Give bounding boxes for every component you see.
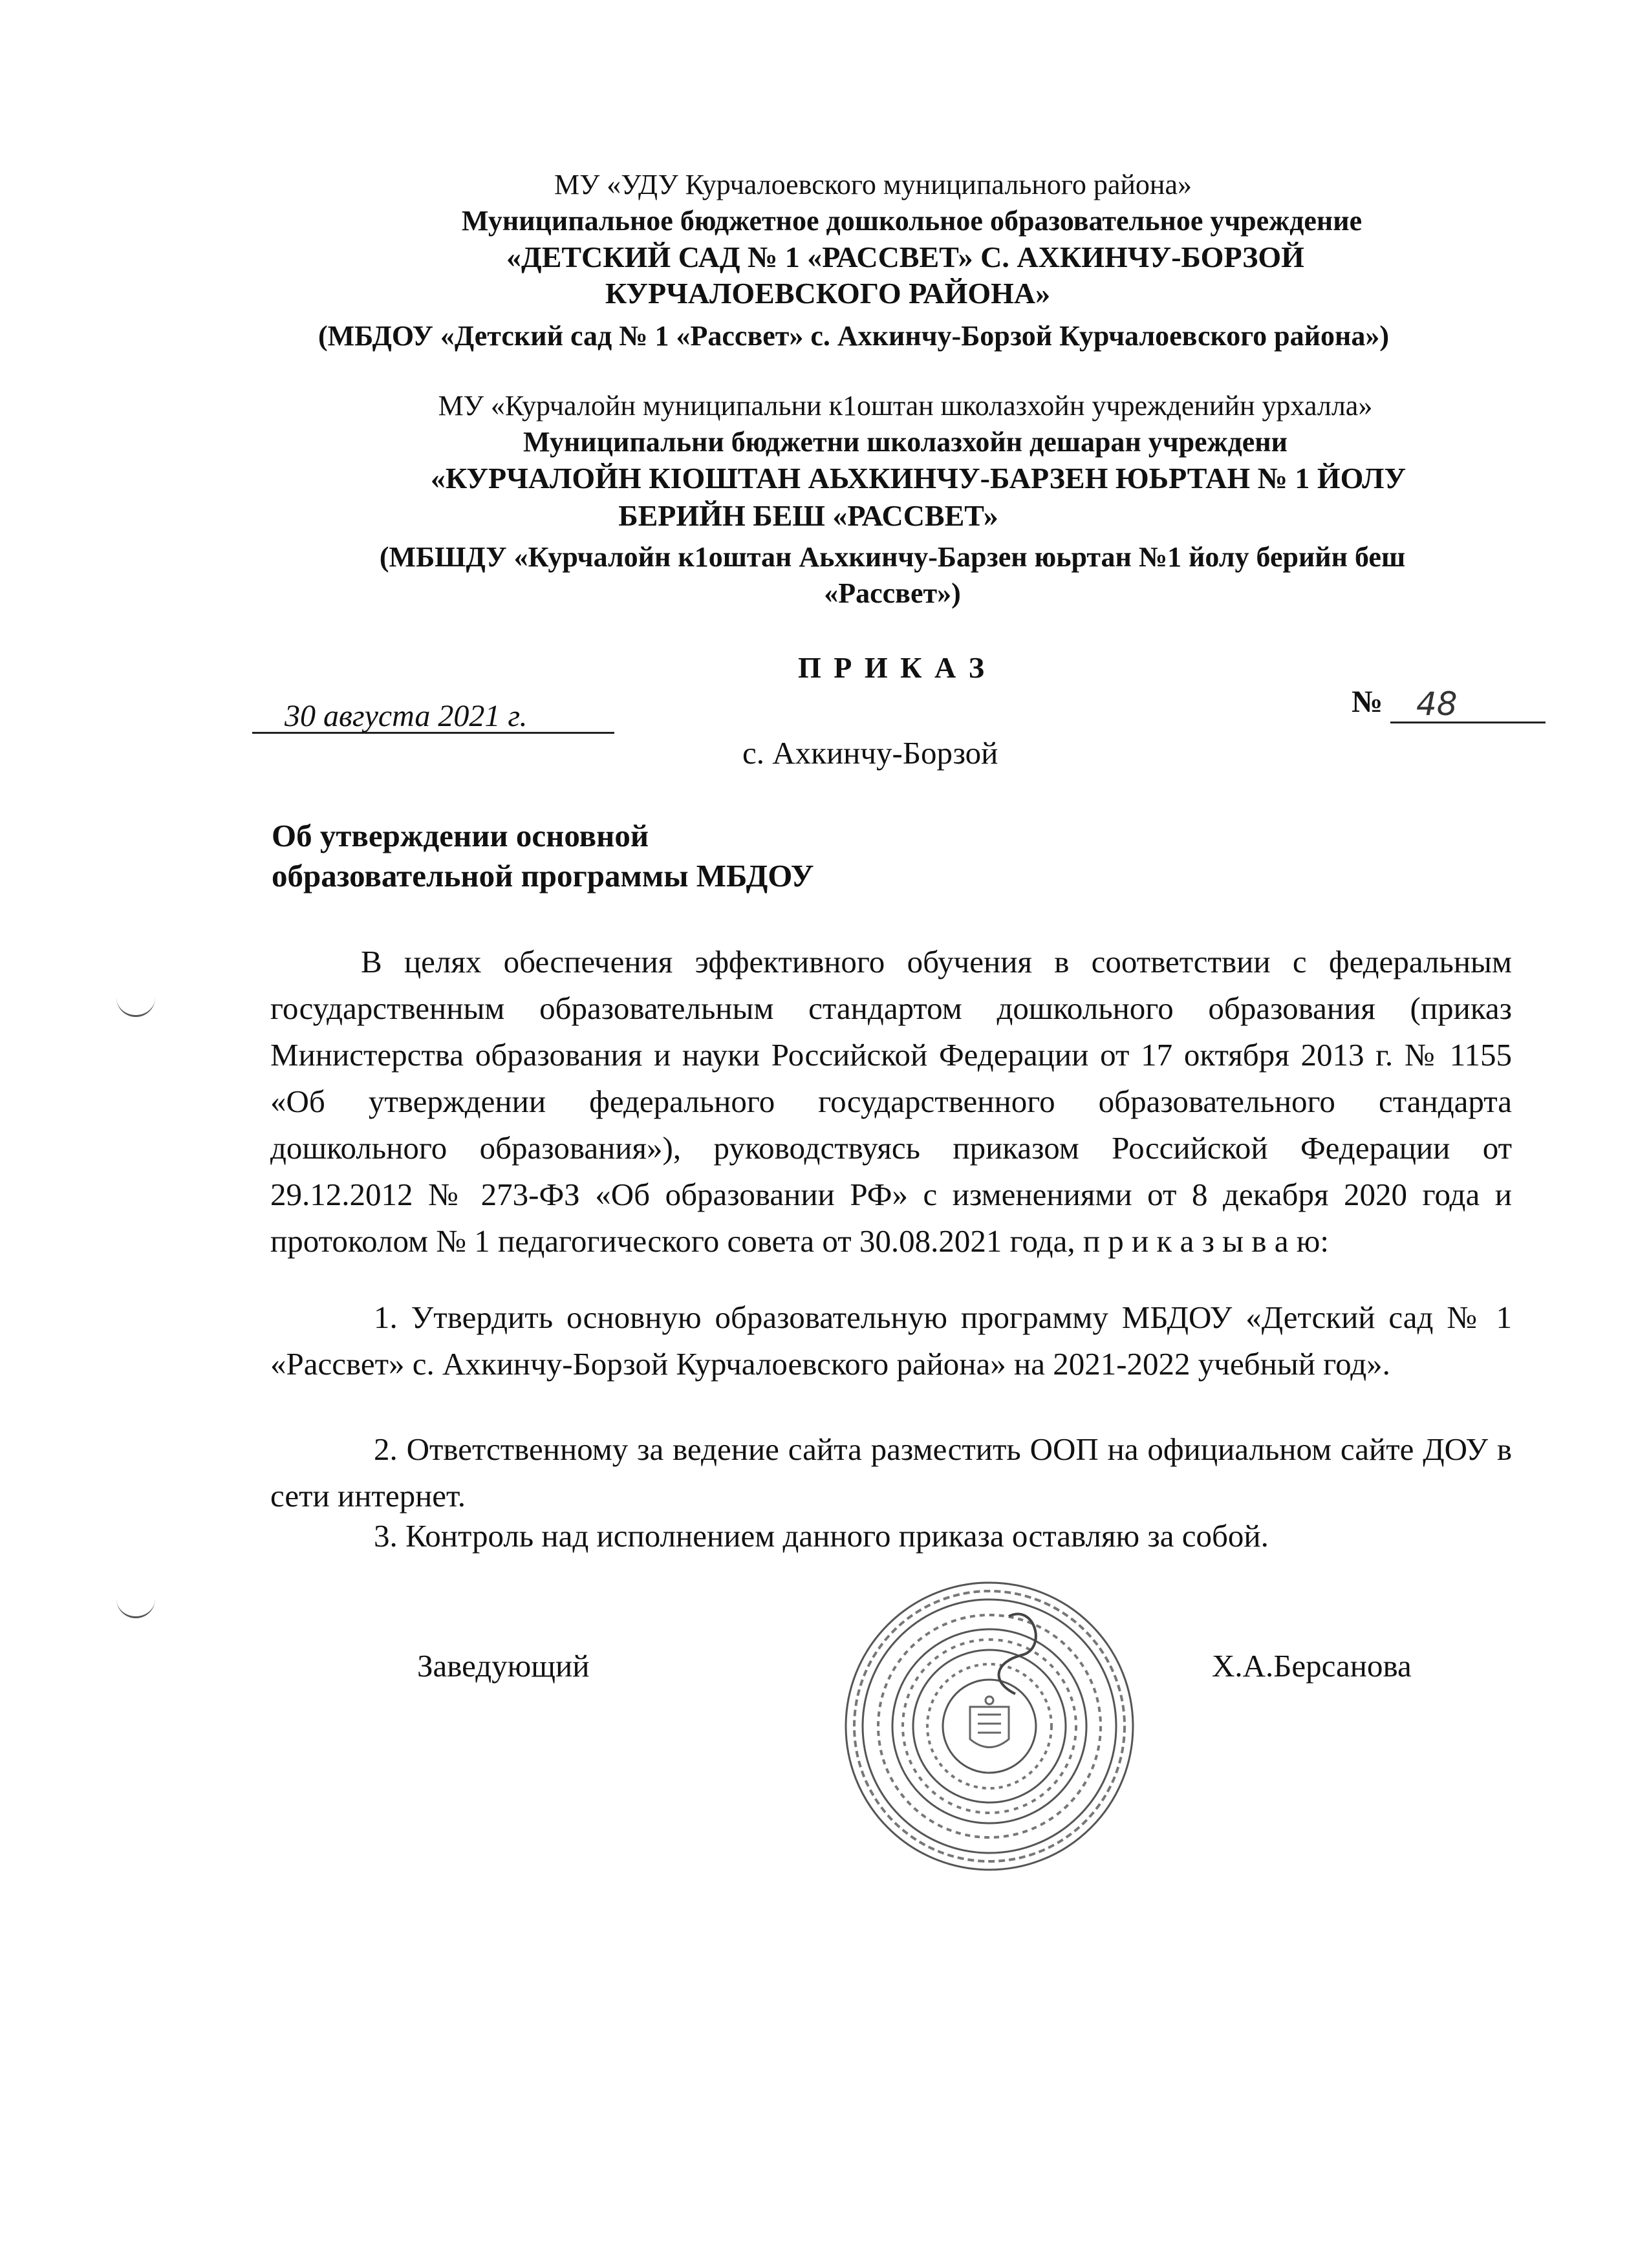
hole-punch-mark-bottom xyxy=(116,1597,155,1618)
stamp-ring-4 xyxy=(913,1650,1066,1803)
emblem-icon xyxy=(970,1696,1009,1748)
header-ce-parent: МУ «Курчалойн муниципальни к1оштан школазхойн учрежденийн урхалла» xyxy=(438,390,1373,422)
signature-position: Заведующий xyxy=(417,1648,590,1684)
header-ce-full-name-1: «КУРЧАЛОЙН КIОШТАН АЬХКИНЧУ-БАРЗЕН ЮЬРТАН № 1 ЙОЛУ xyxy=(430,462,1406,495)
signature-name: Х.А.Берсанова xyxy=(1212,1648,1412,1684)
header-ce-short-name-2: «Рассвет») xyxy=(824,577,961,609)
header-ru-name: Муниципальное бюджетное дошкольное образовательное учреждение xyxy=(461,205,1363,237)
subject-line-1: Об утверждении основной xyxy=(272,818,649,853)
order-place: с. Ахкинчу-Борзой xyxy=(742,735,998,771)
hole-punch-mark-top xyxy=(116,996,155,1017)
header-ru-full-name-1: «ДЕТСКИЙ САД № 1 «РАССВЕТ» С. АХКИНЧУ-БОРЗОЙ xyxy=(506,241,1304,273)
order-number-label: № xyxy=(1352,685,1383,719)
stamp-text-ticks xyxy=(854,1591,1125,1861)
order-number-value: 48 xyxy=(1416,685,1458,723)
order-number-line xyxy=(1390,685,1546,723)
order-date: 30 августа 2021 г. xyxy=(285,699,528,733)
header-ce-name: Муниципальни бюджетни школазхойн дешаран учреждени xyxy=(523,426,1288,458)
header-ru-short-name: (МБДОУ «Детский сад № 1 «Рассвет» с. Ахкинчу-Борзой Курчалоевского района») xyxy=(318,320,1389,352)
body-intro: В целях обеспечения эффективного обучения в соответствии с федеральным государственным образовательным стандартом дошкольного образования (приказ Министерства образования и науки Российской Федерации от 17 октября 2013 г. № 1155 «Об утверждении федерального государственного образовательного стандарта дошкольного образования»), руководствуясь приказом Российской Федерации от 29.12.2012 № 273-ФЗ «Об образовании РФ» с изменениями от 8 декабря 2020 года и протоколом № 1 педагогического совета от 30.08.2021 года, п р и к а з ы в а ю: xyxy=(270,944,1512,1259)
stamp-inner-ring xyxy=(943,1680,1036,1773)
order-date-line xyxy=(252,698,614,734)
header-ru-full-name-2: КУРЧАЛОЕВСКОГО РАЙОНА» xyxy=(605,277,1051,310)
stamp-ring-3 xyxy=(892,1629,1086,1823)
body-item-3: 3. Контроль над исполнением данного приказа оставляю за собой. xyxy=(374,1518,1269,1554)
header-ce-full-name-2: БЕРИЙН БЕШ «РАССВЕТ» xyxy=(618,499,998,532)
header-ce-short-name-1: (МБШДУ «Курчалойн к1оштан Аьхкинчу-Барзен юьртан №1 йолу берийн беш xyxy=(379,541,1406,573)
header-ru-parent: МУ «УДУ Курчалоевского муниципального района» xyxy=(554,169,1192,200)
subject-line-2: образовательной программы МБДОУ xyxy=(272,858,814,893)
round-stamp xyxy=(841,1578,1138,1875)
body-item-1: 1. Утвердить основную образовательную программу МБДОУ «Детский сад № 1 «Рассвет» с. Ахкинчу-Борзой Курчалоевского района» на 2021-2022 учебный год». xyxy=(270,1300,1512,1382)
stamp-ring-2 xyxy=(863,1599,1116,1853)
order-title: П Р И К А З xyxy=(797,651,987,684)
body-item-2: 2. Ответственному за ведение сайта разместить ООП на официальном сайте ДОУ в сети интернет. xyxy=(270,1431,1512,1514)
stamp-outer-ring xyxy=(846,1583,1133,1870)
